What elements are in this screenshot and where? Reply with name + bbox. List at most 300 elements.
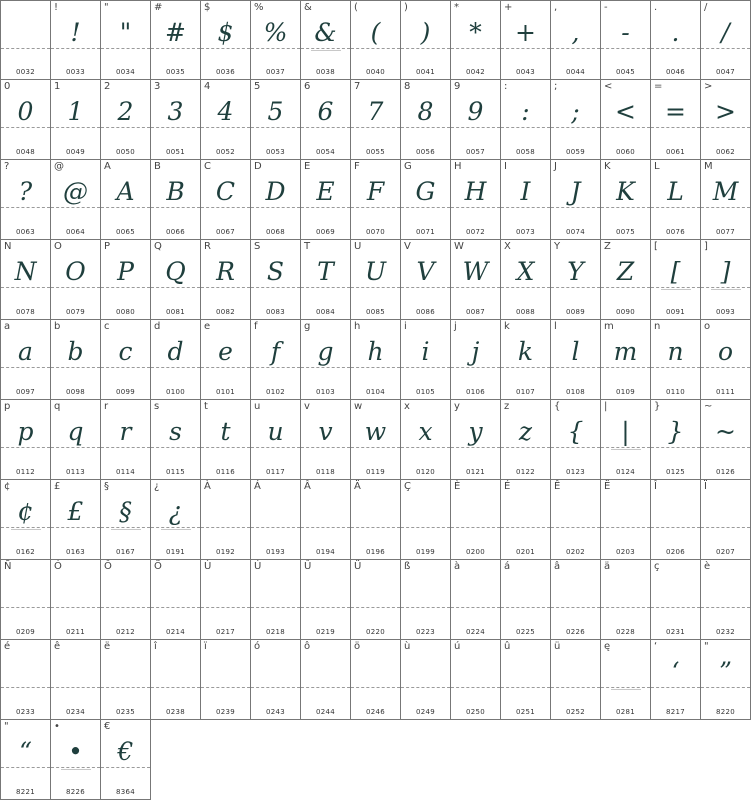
glyph-cell-label: M <box>704 161 713 172</box>
glyph-cell <box>551 0 601 80</box>
glyph-sample: h <box>367 337 384 366</box>
glyph-sample <box>701 572 750 612</box>
glyph-cell-label: < <box>604 81 613 92</box>
glyph-cell <box>101 240 151 320</box>
glyph-code: 0228 <box>615 628 635 636</box>
glyph-cell <box>201 320 251 400</box>
glyph-sample: s <box>169 417 182 446</box>
glyph-cell <box>451 400 501 480</box>
glyph-sample: “ <box>19 737 32 766</box>
glyph-cell-label: ï <box>204 641 207 652</box>
glyph-cell-label: ù <box>404 641 411 652</box>
glyph-sample: , <box>571 18 580 47</box>
glyph-code: 0244 <box>315 708 335 716</box>
glyph-cell-label: Q <box>154 241 162 252</box>
glyph-cell <box>501 560 551 640</box>
glyph-code: 0054 <box>315 148 335 156</box>
glyph-cell <box>551 80 601 160</box>
glyph-code: 0090 <box>615 308 635 316</box>
glyph-cell-label: = <box>654 81 663 92</box>
glyph-cell <box>251 400 301 480</box>
glyph-cell <box>451 640 501 720</box>
glyph-sample: v <box>318 417 333 446</box>
glyph-sample: Q <box>165 257 186 286</box>
glyph-sample <box>251 652 300 692</box>
glyph-code: 0053 <box>265 148 285 156</box>
glyph-cell <box>1 0 51 80</box>
glyph-sample: & <box>314 18 337 47</box>
glyph-underline <box>311 50 341 51</box>
glyph-code: 0097 <box>15 388 35 396</box>
glyph-sample: n <box>667 337 684 366</box>
glyph-cell-label: s <box>154 401 160 412</box>
glyph-cell <box>651 320 701 400</box>
glyph-cell-label: î <box>154 641 157 652</box>
glyph-cell <box>51 720 101 800</box>
glyph-sample: q <box>67 417 84 446</box>
glyph-cell <box>351 480 401 560</box>
glyph-cell-label: q <box>54 401 61 412</box>
glyph-code: 0104 <box>365 388 385 396</box>
glyph-sample: § <box>119 497 132 526</box>
glyph-code: 0125 <box>665 468 685 476</box>
glyph-underline <box>111 529 141 530</box>
glyph-cell-label: ( <box>354 2 358 13</box>
glyph-code: 0061 <box>665 148 685 156</box>
glyph-code: 0060 <box>615 148 635 156</box>
glyph-code: 0076 <box>665 228 685 236</box>
glyph-sample: ( <box>370 18 381 47</box>
glyph-sample: ; <box>571 97 580 126</box>
glyph-cell <box>701 160 751 240</box>
glyph-cell-label: ? <box>4 161 10 172</box>
glyph-underline <box>711 289 741 290</box>
glyph-cell <box>201 240 251 320</box>
glyph-sample: ! <box>70 18 81 47</box>
glyph-cell-label: ~ <box>704 401 713 412</box>
glyph-sample: + <box>515 18 536 47</box>
glyph-sample: • <box>68 737 83 766</box>
glyph-cell <box>651 160 701 240</box>
glyph-sample <box>151 652 200 692</box>
glyph-cell-label: € <box>104 721 111 732</box>
glyph-cell-label: ; <box>554 81 558 92</box>
glyph-code: 0043 <box>515 68 535 76</box>
glyph-sample: P <box>117 257 134 286</box>
glyph-sample <box>401 492 450 532</box>
glyph-cell <box>551 400 601 480</box>
glyph-cell-label: R <box>204 241 211 252</box>
glyph-cell-label: ö <box>354 641 361 652</box>
glyph-sample: J <box>570 177 581 206</box>
glyph-code: 0250 <box>465 708 485 716</box>
glyph-cell-label: â <box>554 561 561 572</box>
glyph-cell <box>201 640 251 720</box>
glyph-code: 0252 <box>565 708 585 716</box>
glyph-cell <box>351 640 401 720</box>
glyph-code: 0066 <box>165 228 185 236</box>
glyph-cell-label: H <box>454 161 462 172</box>
glyph-cell <box>451 560 501 640</box>
glyph-cell <box>551 240 601 320</box>
glyph-cell-label: C <box>204 161 211 172</box>
glyph-cell <box>51 560 101 640</box>
glyph-sample: j <box>471 337 480 366</box>
glyph-code: 0091 <box>665 308 685 316</box>
glyph-cell <box>501 160 551 240</box>
glyph-cell <box>151 320 201 400</box>
glyph-sample: | <box>621 417 630 446</box>
glyph-code: 0113 <box>65 468 85 476</box>
glyph-code: 0234 <box>65 708 85 716</box>
glyph-code: 8217 <box>665 708 685 716</box>
glyph-cell <box>401 160 451 240</box>
glyph-sample: / <box>721 18 730 47</box>
glyph-code: 0040 <box>365 68 385 76</box>
glyph-sample: V <box>416 257 435 286</box>
glyph-sample: k <box>517 337 534 366</box>
glyph-cell <box>251 240 301 320</box>
glyph-cell-label: . <box>654 2 658 13</box>
glyph-sample: - <box>621 18 630 47</box>
glyph-cell-label: ß <box>404 561 411 572</box>
glyph-cell-label: e <box>204 321 211 332</box>
glyph-sample: } <box>667 417 684 446</box>
glyph-cell-label: F <box>354 161 360 172</box>
glyph-code: 0209 <box>15 628 35 636</box>
glyph-sample: H <box>464 177 487 206</box>
glyph-code: 0194 <box>315 548 335 556</box>
glyph-code: 0116 <box>215 468 235 476</box>
glyph-cell <box>151 480 201 560</box>
glyph-sample: p <box>17 417 34 446</box>
glyph-cell <box>51 640 101 720</box>
glyph-code: 0121 <box>465 468 485 476</box>
glyph-sample <box>301 492 350 532</box>
glyph-cell-label: [ <box>654 241 658 252</box>
glyph-cell <box>451 80 501 160</box>
glyph-code: 0106 <box>465 388 485 396</box>
glyph-cell-label: Ê <box>554 481 561 492</box>
glyph-code: 8226 <box>65 788 85 796</box>
glyph-code: 0032 <box>15 68 35 76</box>
glyph-code: 0191 <box>165 548 185 556</box>
glyph-sample: B <box>166 177 185 206</box>
glyph-cell <box>51 80 101 160</box>
glyph-code: 0102 <box>265 388 285 396</box>
glyph-code: 0212 <box>115 628 135 636</box>
glyph-sample: 2 <box>117 97 134 126</box>
glyph-cell-label: x <box>404 401 410 412</box>
glyph-sample: ‘ <box>671 657 680 686</box>
glyph-sample: : <box>521 97 530 126</box>
glyph-cell <box>501 640 551 720</box>
glyph-underline <box>161 529 191 530</box>
glyph-sample: 8 <box>417 97 434 126</box>
glyph-cell-label: Ñ <box>4 561 12 572</box>
glyph-cell <box>101 400 151 480</box>
glyph-cell-label: V <box>404 241 411 252</box>
glyph-code: 0119 <box>365 468 385 476</box>
glyph-code: 0226 <box>565 628 585 636</box>
glyph-sample: f <box>270 337 281 366</box>
glyph-cell <box>101 320 151 400</box>
glyph-cell <box>351 560 401 640</box>
glyph-cell-label: ! <box>54 2 59 13</box>
glyph-code: 0110 <box>665 388 685 396</box>
glyph-cell <box>351 0 401 80</box>
glyph-cell <box>201 480 251 560</box>
glyph-cell-label: @ <box>54 161 64 172</box>
glyph-sample: 0 <box>17 97 34 126</box>
glyph-sample: ¢ <box>17 497 34 526</box>
glyph-cell <box>201 80 251 160</box>
glyph-cell-label: ä <box>604 561 611 572</box>
glyph-code: 0078 <box>15 308 35 316</box>
glyph-cell <box>201 400 251 480</box>
glyph-code: 0200 <box>465 548 485 556</box>
glyph-code: 0087 <box>465 308 485 316</box>
glyph-sample: R <box>216 257 235 286</box>
glyph-cell-label: 4 <box>204 81 211 92</box>
glyph-code: 0044 <box>565 68 585 76</box>
glyph-sample: I <box>520 177 531 206</box>
glyph-cell <box>651 400 701 480</box>
glyph-cell <box>301 320 351 400</box>
glyph-underline <box>11 529 41 530</box>
glyph-cell <box>51 320 101 400</box>
glyph-code: 0075 <box>615 228 635 236</box>
glyph-cell-label: u <box>254 401 261 412</box>
glyph-sample: K <box>616 177 635 206</box>
glyph-cell-label: G <box>404 161 412 172</box>
glyph-code: 0120 <box>415 468 435 476</box>
glyph-sample: L <box>667 177 684 206</box>
glyph-cell <box>401 0 451 80</box>
glyph-cell <box>701 240 751 320</box>
glyph-sample <box>401 572 450 612</box>
glyph-code: 0201 <box>515 548 535 556</box>
glyph-cell <box>251 640 301 720</box>
glyph-sample: U <box>364 257 387 286</box>
glyph-cell <box>1 160 51 240</box>
glyph-cell-label: Z <box>604 241 611 252</box>
glyph-cell-label: , <box>554 2 558 13</box>
glyph-cell <box>651 240 701 320</box>
glyph-sample: # <box>165 18 186 47</box>
glyph-code: 0063 <box>15 228 35 236</box>
glyph-sample: { <box>567 417 584 446</box>
glyph-code: 0220 <box>365 628 385 636</box>
glyph-cell-label: Ö <box>154 561 162 572</box>
glyph-code: 0048 <box>15 148 35 156</box>
glyph-sample: 6 <box>317 97 334 126</box>
glyph-cell-label: Á <box>254 481 261 492</box>
glyph-cell-label: È <box>454 481 461 492</box>
glyph-code: 0108 <box>565 388 585 396</box>
glyph-code: 0112 <box>15 468 35 476</box>
glyph-sample: S <box>266 257 285 286</box>
glyph-code: 0251 <box>515 708 535 716</box>
glyph-code: 0088 <box>515 308 535 316</box>
glyph-cell <box>301 80 351 160</box>
glyph-code: 0126 <box>715 468 735 476</box>
glyph-sample <box>251 492 300 532</box>
glyph-cell-label: Î <box>654 481 657 492</box>
glyph-cell-label: ] <box>704 241 708 252</box>
glyph-sample: € <box>117 737 134 766</box>
glyph-cell <box>51 0 101 80</box>
glyph-cell <box>101 80 151 160</box>
glyph-cell-label: è <box>704 561 711 572</box>
glyph-sample <box>351 572 400 612</box>
glyph-code: 0239 <box>215 708 235 716</box>
glyph-cell <box>701 320 751 400</box>
glyph-cell-label: O <box>54 241 62 252</box>
glyph-cell-label: Ü <box>354 561 362 572</box>
glyph-sample: M <box>712 177 739 206</box>
glyph-code: 0058 <box>515 148 535 156</box>
glyph-cell-label: § <box>104 481 109 492</box>
glyph-cell-label: ‘ <box>654 641 658 652</box>
glyph-cell-label: á <box>504 561 511 572</box>
glyph-cell <box>251 0 301 80</box>
glyph-sample <box>101 572 150 612</box>
glyph-sample: F <box>366 177 385 206</box>
glyph-sample: a <box>18 337 33 366</box>
glyph-code: 0118 <box>315 468 335 476</box>
glyph-cell-label: ¢ <box>4 481 11 492</box>
glyph-cell-label: > <box>704 81 713 92</box>
glyph-cell <box>151 560 201 640</box>
glyph-cell <box>501 480 551 560</box>
glyph-cell-label: 7 <box>354 81 361 92</box>
glyph-cell-label: 2 <box>104 81 111 92</box>
glyph-cell <box>301 0 351 80</box>
glyph-code: 0084 <box>315 308 335 316</box>
glyph-code: 0086 <box>415 308 435 316</box>
glyph-sample <box>201 572 250 612</box>
glyph-code: 0093 <box>715 308 735 316</box>
glyph-code: 0203 <box>615 548 635 556</box>
glyph-sample: @ <box>63 177 88 206</box>
glyph-cell-label: g <box>304 321 311 332</box>
glyph-sample: W <box>462 257 489 286</box>
glyph-cell <box>1 560 51 640</box>
glyph-cell-label: é <box>4 641 11 652</box>
glyph-sample: E <box>316 177 335 206</box>
glyph-sample: 1 <box>67 97 84 126</box>
glyph-cell-label: m <box>604 321 614 332</box>
glyph-sample: N <box>14 257 37 286</box>
glyph-cell-label: P <box>104 241 111 252</box>
glyph-cell <box>151 240 201 320</box>
glyph-cell <box>301 560 351 640</box>
glyph-cell-label: Ï <box>704 481 707 492</box>
glyph-code: 0206 <box>665 548 685 556</box>
glyph-code: 0036 <box>215 68 235 76</box>
glyph-cell <box>151 80 201 160</box>
glyph-cell <box>301 240 351 320</box>
glyph-sample: z <box>518 417 533 446</box>
glyph-cell <box>151 0 201 80</box>
glyph-code: 0100 <box>165 388 185 396</box>
glyph-cell-label: T <box>304 241 311 252</box>
glyph-cell-label: i <box>404 321 407 332</box>
glyph-cell <box>601 320 651 400</box>
glyph-cell-label: 8 <box>404 81 411 92</box>
glyph-code: 0067 <box>215 228 235 236</box>
glyph-cell-label: 1 <box>54 81 61 92</box>
glyph-code: 0103 <box>315 388 335 396</box>
glyph-cell <box>451 240 501 320</box>
glyph-sample <box>551 492 600 532</box>
glyph-sample <box>501 572 550 612</box>
glyph-sample: e <box>218 337 233 366</box>
glyph-sample: £ <box>67 497 84 526</box>
glyph-code: 0046 <box>665 68 685 76</box>
glyph-sample: G <box>415 177 436 206</box>
glyph-sample <box>1 572 50 612</box>
glyph-sample: 9 <box>467 97 484 126</box>
glyph-cell <box>1 720 51 800</box>
glyph-sample <box>551 652 600 692</box>
glyph-sample <box>251 572 300 612</box>
glyph-cell-label: 6 <box>304 81 311 92</box>
glyph-cell-label: 0 <box>4 81 11 92</box>
glyph-cell-label: ç <box>654 561 660 572</box>
glyph-code: 0214 <box>165 628 185 636</box>
glyph-code: 0109 <box>615 388 635 396</box>
glyph-cell-label: b <box>54 321 61 332</box>
glyph-cell <box>251 80 301 160</box>
glyph-cell-label: k <box>504 321 510 332</box>
glyph-cell <box>401 560 451 640</box>
glyph-cell <box>251 560 301 640</box>
glyph-code: 0059 <box>565 148 585 156</box>
glyph-cell <box>651 80 701 160</box>
glyph-cell <box>351 320 401 400</box>
glyph-cell <box>1 400 51 480</box>
glyph-cell-label: À <box>204 481 211 492</box>
glyph-sample <box>301 572 350 612</box>
glyph-code: 0065 <box>115 228 135 236</box>
glyph-cell <box>701 80 751 160</box>
glyph-sample: y <box>468 417 483 446</box>
glyph-cell-label: " <box>104 2 109 13</box>
glyph-code: 0202 <box>565 548 585 556</box>
glyph-sample: = <box>665 97 686 126</box>
glyph-code: 0045 <box>615 68 635 76</box>
glyph-cell-label: " <box>4 721 9 732</box>
glyph-code: 0056 <box>415 148 435 156</box>
glyph-cell-label: £ <box>54 481 61 492</box>
glyph-cell <box>101 720 151 800</box>
glyph-cell <box>401 240 451 320</box>
glyph-code: 0101 <box>215 388 235 396</box>
glyph-cell-label: ó <box>254 641 261 652</box>
glyph-sample: 4 <box>217 97 234 126</box>
glyph-code: 0099 <box>115 388 135 396</box>
glyph-code: 0232 <box>715 628 735 636</box>
glyph-code: 0122 <box>515 468 535 476</box>
glyph-cell-label: ) <box>404 2 408 13</box>
glyph-cell-label: ê <box>54 641 61 652</box>
glyph-cell <box>401 320 451 400</box>
glyph-sample: w <box>364 417 387 446</box>
glyph-cell-label: { <box>554 401 561 412</box>
glyph-code: 0041 <box>415 68 435 76</box>
